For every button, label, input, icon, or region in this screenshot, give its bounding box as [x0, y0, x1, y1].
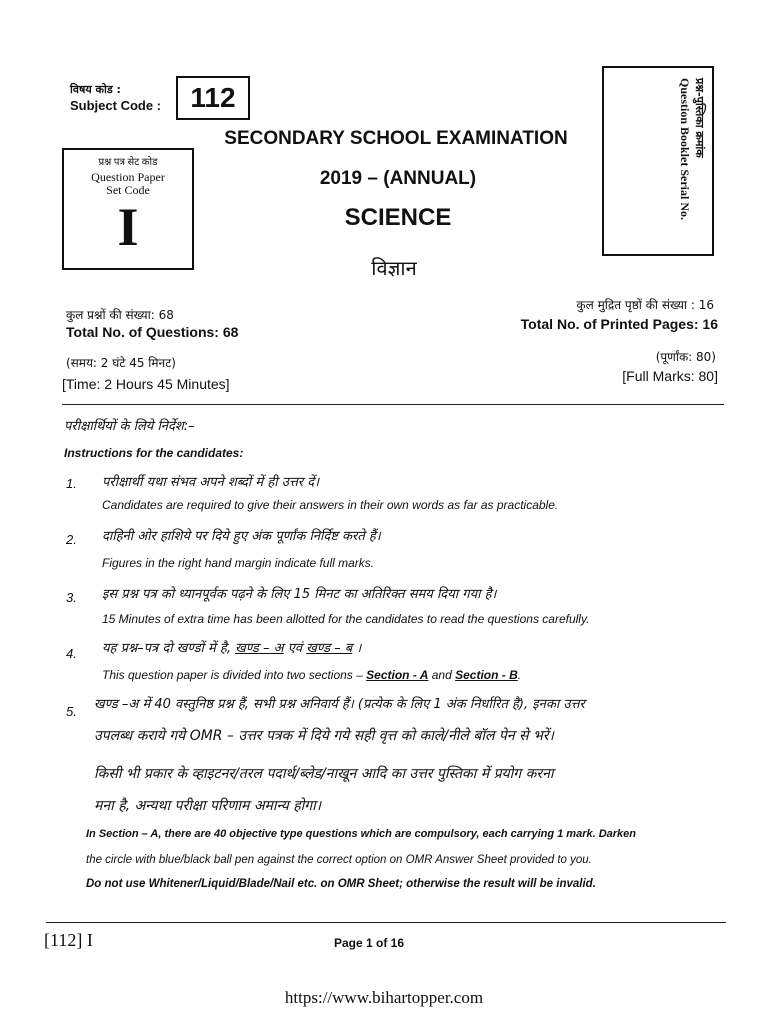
pages-count: Total No. of Printed Pages: 16 [520, 316, 718, 332]
pages-count-hi: कुल मुद्रित पृष्ठों की संख्या : 16 [576, 298, 714, 312]
marks-hi: (पूर्णांक: 80) [655, 350, 716, 364]
subject-title: SCIENCE [344, 204, 452, 231]
instruction-4-mid: and [431, 668, 452, 682]
instruction-number: 3. [66, 590, 77, 605]
set-code-label-en1: Question Paper [91, 170, 165, 184]
subject-code-label: Subject Code : [70, 98, 162, 113]
full-marks: [Full Marks: 80] [622, 368, 718, 384]
section-b-label: Section - B [455, 668, 518, 682]
source-url: https://www.bihartopper.com [284, 988, 484, 1007]
instruction-number: 2. [66, 532, 77, 547]
instruction-4-post: . [517, 668, 522, 682]
instruction-3-hi: इस प्रश्न पत्र को ध्यानपूर्वक पढ़ने के लिए 15 मिनट का अतिरिक्त समय दिया गया है। [102, 587, 497, 602]
questions-count-hi: कुल प्रश्नों की संख्या: 68 [66, 308, 174, 322]
instruction-3: 15 Minutes of extra time has been allotted for the candidates to read the questions carefully. [102, 612, 590, 626]
set-code: I [117, 197, 139, 257]
instruction-4-hi [102, 638, 361, 656]
subject-code: 112 [176, 76, 250, 120]
instruction-number: 1. [66, 476, 77, 491]
set-code-label-hi: प्रश्न पत्र सेट कोड [98, 157, 158, 168]
exam-year: 2019 – (ANNUAL) [319, 168, 477, 189]
questions-count: Total No. of Questions: 68 [66, 324, 239, 340]
instructions-heading: Instructions for the candidates: [64, 446, 244, 460]
subject-title-hi: विज्ञान [371, 256, 417, 280]
instruction-number: 5. [66, 704, 77, 719]
divider-top [62, 404, 724, 405]
subject-code-label-hi: विषय कोड : [70, 83, 121, 96]
page-number: Page 1 of 16 [334, 936, 405, 950]
time: [Time: 2 Hours 45 Minutes] [62, 376, 230, 392]
instruction-4-hi-pre: यह प्रश्न–पत्र दो खण्डों में है, [102, 641, 231, 656]
exam-title: SECONDARY SCHOOL EXAMINATION [224, 128, 568, 149]
instruction-5-line2: the circle with blue/black ball pen against the correct option on OMR Answer Sheet provided to you. [86, 854, 592, 866]
instruction-5-hi-line2: उपलब्ध कराये गये OMR – उत्तर पत्रक में दिये गये सही वृत्त को काले/नीले बॉल पेन से भरें। [94, 728, 554, 744]
footer-code: [112] I [44, 930, 93, 950]
section-b-label-hi: खण्ड – ब [306, 641, 353, 656]
instruction-2-hi: दाहिनी ओर हाशिये पर दिये हुए अंक पूर्णांक निर्दिष्ट करते हैं। [102, 529, 381, 544]
instruction-5-hi-line3: किसी भी प्रकार के व्हाइटनर/तरल पदार्थ/ब्लेड/नाखून आदि का उत्तर पुस्तिका में प्रयोग करना [94, 766, 554, 782]
instruction-4-pre: This question paper is divided into two sections – [102, 668, 363, 682]
serial-label-hi: प्रश्न-पुस्तिका क्रमांक [693, 78, 706, 158]
instruction-5-line1: In Section – A, there are 40 objective type questions which are compulsory, each carrying 1 mark. Darken [86, 828, 636, 840]
serial-label-en: Question Booklet Serial No. [678, 78, 692, 221]
instruction-1: Candidates are required to give their answers in their own words as far as practicable. [102, 498, 559, 512]
instruction-4-hi-mid: एवं [287, 641, 303, 656]
instruction-2: Figures in the right hand margin indicate full marks. [102, 556, 375, 570]
section-a-label-hi: खण्ड – अ [235, 641, 284, 656]
set-code-label-en2: Set Code [106, 183, 150, 197]
instruction-5-line3: Do not use Whitener/Liquid/Blade/Nail etc. on OMR Sheet; otherwise the result will be invalid. [86, 878, 596, 890]
divider-bottom [46, 922, 726, 923]
instruction-5-hi-line1: खण्ड –अ में 40 वस्तुनिष्ठ प्रश्न हैं, सभी प्रश्न अनिवार्य हैं। (प्रत्येक के लिए 1 अंक निर्धारित है), इनका उत्तर [94, 697, 585, 712]
instruction-1-hi: परीक्षार्थी यथा संभव अपने शब्दों में ही उत्तर दें। [102, 475, 320, 490]
time-hi: (समय: 2 घंटे 45 मिनट) [66, 356, 176, 370]
instructions-heading-hi: परीक्षार्थियों के लिये निर्देश:– [64, 419, 195, 434]
section-a-label: Section - A [366, 668, 429, 682]
instruction-5-hi-line4: मना है, अन्यथा परीक्षा परिणाम अमान्य होगा। [94, 798, 322, 814]
instruction-number: 4. [66, 646, 77, 661]
instruction-4 [102, 668, 521, 682]
instruction-4-hi-post: । [356, 641, 362, 656]
